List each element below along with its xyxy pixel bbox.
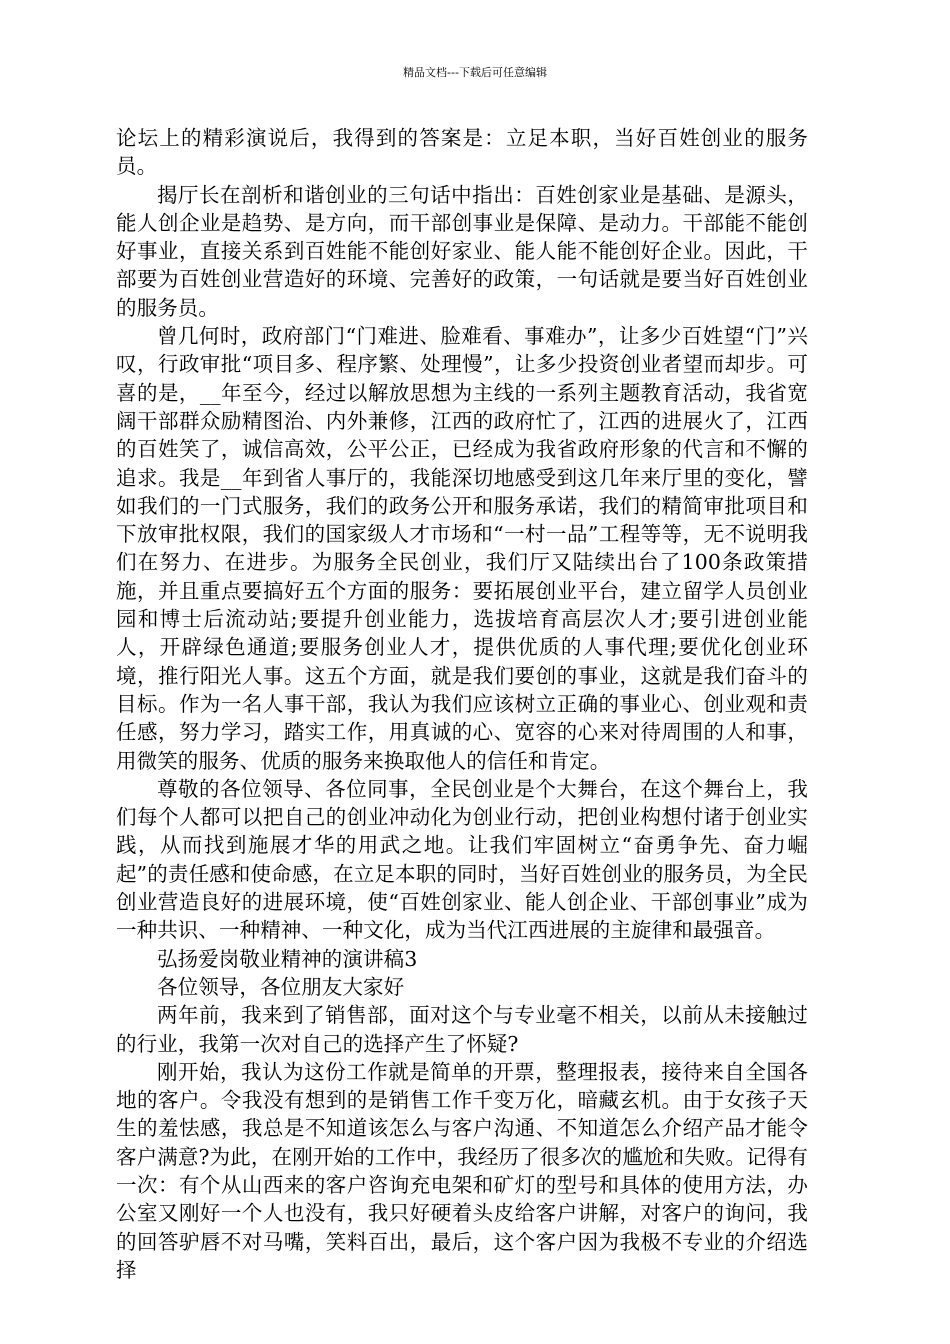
paragraph-8: 刚开始，我认为这份工作就是简单的开票，整理报表，接待来自全国各地的客户。令我没有想到的是销售工作千变万化，暗藏玄机。由于女孩子天生的羞怯感，我总是不知道该怎么与客户沟通、不知道怎么介绍产品才能令客户满意?为此，在刚开始的工作中，我经历了很多次的尴尬和失败。记得有一次：有个从山西来的客户咨询充电架和矿灯的型号和具体的使用方法，办公室又刚好一个人也没有，我只好硬着头皮给客户讲解，对客户的询问，我的回答驴唇不对马嘴，笑料百出，最后，这个客户因为我极不专业的介绍选择: [116, 1059, 808, 1282]
paragraph-1: 论坛上的精彩演说后，我得到的答案是：立足本职，当好百姓创业的服务员。: [116, 126, 808, 179]
section-title: 弘扬爱岗敬业精神的演讲稿3: [157, 946, 418, 971]
salutation: 各位领导，各位朋友大家好: [157, 974, 405, 999]
document-body: [116, 124, 808, 1284]
page-header: 精品文档---下载后可任意编辑: [403, 66, 547, 79]
paragraph-7: 两年前，我来到了销售部，面对这个与专业毫不相关，以前从未接触过的行业，我第一次对自己的选择产生了怀疑?: [116, 1003, 808, 1056]
paragraph-2: 揭厅长在剖析和谐创业的三句话中指出：百姓创家业是基础、是源头，能人创企业是趋势、是方向，而干部创事业是保障、是动力。干部能不能创好事业，直接关系到百姓能不能创好家业、能人能不能创好企业。因此，干部要为百姓创业营造好的环境、完善好的政策，一句话就是要当好百姓创业的服务员。: [116, 182, 808, 320]
paragraph-4: 尊敬的各位领导、各位同事，全民创业是个大舞台，在这个舞台上，我们每个人都可以把自己的创业冲动化为创业行动，把创业构想付诸于创业实践，从而找到施展才华的用武之地。让我们牢固树立“奋勇争先、奋力崛起”的责任感和使命感，在立足本职的同时，当好百姓创业的服务员，为全民创业营造良好的进展环境，使“百姓创家业、能人创企业、干部创事业”成为一种共识、一种精神、一种文化，成为当代江西进展的主旋律和最强音。: [116, 776, 808, 943]
paragraph-3: 曾几何时，政府部门“门难进、脸难看、事难办”，让多少百姓望“门”兴叹，行政审批“项目多、程序繁、处理慢”，让多少投资创业者望而却步。可喜的是，__年至今，经过以解放思想为主线的一系列主题教育活动，我省宽阔干部群众励精图治、内外兼修，江西的政府忙了，江西的进展火了，江西的百姓笑了，诚信高效，公平公正，已经成为我省政府形象的代言和不懈的追求。我是__年到省人事厅的，我能深切地感受到这几年来厅里的变化，譬如我们的一门式服务，我们的政务公开和服务承诺，我们的精简审批项目和下放审批权限，我们的国家级人才市场和“一村一品”工程等等，无不说明我们在努力、在进步。为服务全民创业，我们厅又陆续出台了100条政策措施，并且重点要搞好五个方面的服务：要拓展创业平台，建立留学人员创业园和博士后流动站;要提升创业能力，选拔培育高层次人才;要引进创业能人，开辟绿色通道;要服务创业人才，提供优质的人事代理;要优化创业环境，推行阳光人事。这五个方面，就是我们要创的事业，这就是我们奋斗的目标。作为一名人事干部，我认为我们应该树立正确的事业心、创业观和责任感，努力学习，踏实工作，用真诚的心、宽容的心来对待周围的人和事，用微笑的服务、优质的服务来换取他人的信任和肯定。: [116, 324, 808, 773]
